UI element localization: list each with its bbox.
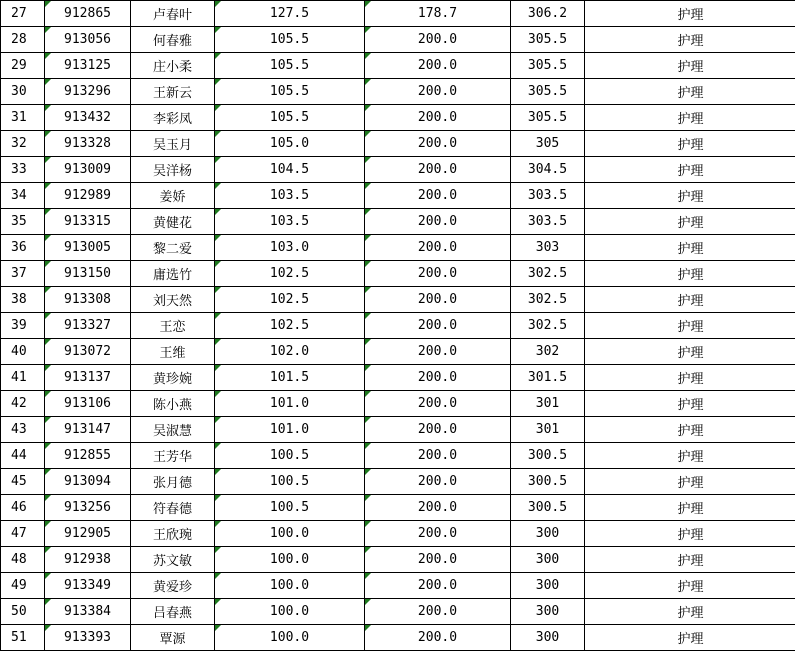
- cell-index[interactable]: 38: [1, 287, 45, 313]
- cell-name[interactable]: 何春雅: [131, 27, 215, 53]
- cell-score-1[interactable]: 100.0: [215, 547, 365, 573]
- cell-index[interactable]: 51: [1, 625, 45, 651]
- cell-exam-id[interactable]: 912865: [45, 1, 131, 27]
- cell-major[interactable]: 护理: [585, 131, 795, 157]
- cell-total[interactable]: 302.5: [511, 313, 585, 339]
- cell-index[interactable]: 50: [1, 599, 45, 625]
- cell-exam-id[interactable]: 912938: [45, 547, 131, 573]
- cell-exam-id[interactable]: 913005: [45, 235, 131, 261]
- cell-name[interactable]: 刘天然: [131, 287, 215, 313]
- cell-score-2[interactable]: 200.0: [365, 287, 511, 313]
- cell-total[interactable]: 300: [511, 573, 585, 599]
- cell-score-1[interactable]: 101.0: [215, 391, 365, 417]
- cell-name[interactable]: 覃源: [131, 625, 215, 651]
- cell-total[interactable]: 300: [511, 625, 585, 651]
- cell-index[interactable]: 35: [1, 209, 45, 235]
- cell-score-2[interactable]: 200.0: [365, 417, 511, 443]
- cell-name[interactable]: 王维: [131, 339, 215, 365]
- table-row: [1, 599, 795, 625]
- cell-score-2[interactable]: 200.0: [365, 365, 511, 391]
- cell-major[interactable]: 护理: [585, 573, 795, 599]
- cell-name[interactable]: 王恋: [131, 313, 215, 339]
- cell-name[interactable]: 李彩凤: [131, 105, 215, 131]
- cell-index[interactable]: 37: [1, 261, 45, 287]
- cell-name[interactable]: 吴洋杨: [131, 157, 215, 183]
- cell-major[interactable]: 护理: [585, 391, 795, 417]
- cell-index[interactable]: 44: [1, 443, 45, 469]
- cell-total[interactable]: 302.5: [511, 287, 585, 313]
- cell-name[interactable]: 王新云: [131, 79, 215, 105]
- cell-score-1[interactable]: 102.5: [215, 287, 365, 313]
- cell-score-1[interactable]: 103.5: [215, 209, 365, 235]
- cell-exam-id[interactable]: 913256: [45, 495, 131, 521]
- cell-index[interactable]: 41: [1, 365, 45, 391]
- cell-score-1[interactable]: 100.0: [215, 521, 365, 547]
- cell-total[interactable]: 303.5: [511, 209, 585, 235]
- cell-major[interactable]: 护理: [585, 443, 795, 469]
- cell-score-1[interactable]: 105.5: [215, 79, 365, 105]
- cell-exam-id[interactable]: 913056: [45, 27, 131, 53]
- cell-score-1[interactable]: 100.0: [215, 599, 365, 625]
- cell-score-2[interactable]: 200.0: [365, 105, 511, 131]
- cell-total[interactable]: 300: [511, 521, 585, 547]
- cell-total[interactable]: 304.5: [511, 157, 585, 183]
- cell-score-1[interactable]: 105.5: [215, 27, 365, 53]
- cell-score-2[interactable]: 200.0: [365, 625, 511, 651]
- table-row: [1, 183, 795, 209]
- cell-name[interactable]: 吴淑慧: [131, 417, 215, 443]
- cell-major[interactable]: 护理: [585, 183, 795, 209]
- cell-score-2[interactable]: 200.0: [365, 391, 511, 417]
- table-row: [1, 365, 795, 391]
- table-row: [1, 547, 795, 573]
- cell-index[interactable]: 31: [1, 105, 45, 131]
- cell-index[interactable]: 36: [1, 235, 45, 261]
- cell-major[interactable]: 护理: [585, 53, 795, 79]
- cell-name[interactable]: 黄爱珍: [131, 573, 215, 599]
- cell-score-1[interactable]: 100.5: [215, 469, 365, 495]
- cell-exam-id[interactable]: 912989: [45, 183, 131, 209]
- cell-major[interactable]: 护理: [585, 547, 795, 573]
- cell-exam-id[interactable]: 912905: [45, 521, 131, 547]
- table-row: [1, 79, 795, 105]
- table-row: [1, 443, 795, 469]
- table-body: [1, 1, 795, 651]
- table-row: [1, 261, 795, 287]
- cell-major[interactable]: 护理: [585, 599, 795, 625]
- cell-name[interactable]: 王欣琬: [131, 521, 215, 547]
- cell-total[interactable]: 300.5: [511, 443, 585, 469]
- cell-exam-id[interactable]: 913150: [45, 261, 131, 287]
- table-row: [1, 625, 795, 651]
- cell-score-2[interactable]: 200.0: [365, 495, 511, 521]
- cell-score-1[interactable]: 105.5: [215, 53, 365, 79]
- cell-index[interactable]: 47: [1, 521, 45, 547]
- cell-score-2[interactable]: 200.0: [365, 521, 511, 547]
- cell-index[interactable]: 34: [1, 183, 45, 209]
- cell-score-1[interactable]: 100.0: [215, 573, 365, 599]
- cell-score-2[interactable]: 200.0: [365, 547, 511, 573]
- table-row: [1, 287, 795, 313]
- cell-index[interactable]: 27: [1, 1, 45, 27]
- cell-major[interactable]: 护理: [585, 79, 795, 105]
- table-row: [1, 27, 795, 53]
- table-row: [1, 391, 795, 417]
- cell-score-2[interactable]: 200.0: [365, 469, 511, 495]
- cell-score-1[interactable]: 104.5: [215, 157, 365, 183]
- cell-exam-id[interactable]: 913349: [45, 573, 131, 599]
- cell-major[interactable]: 护理: [585, 261, 795, 287]
- cell-index[interactable]: 29: [1, 53, 45, 79]
- cell-exam-id[interactable]: 912855: [45, 443, 131, 469]
- cell-total[interactable]: 301: [511, 391, 585, 417]
- cell-name[interactable]: 苏文敏: [131, 547, 215, 573]
- cell-exam-id[interactable]: 913308: [45, 287, 131, 313]
- cell-exam-id[interactable]: 913009: [45, 157, 131, 183]
- cell-total[interactable]: 305.5: [511, 105, 585, 131]
- table-row: [1, 157, 795, 183]
- cell-major[interactable]: 护理: [585, 365, 795, 391]
- cell-score-1[interactable]: 105.5: [215, 105, 365, 131]
- cell-total[interactable]: 303.5: [511, 183, 585, 209]
- cell-exam-id[interactable]: 913094: [45, 469, 131, 495]
- table-row: [1, 209, 795, 235]
- cell-total[interactable]: 300.5: [511, 495, 585, 521]
- cell-major[interactable]: 护理: [585, 235, 795, 261]
- table-row: [1, 53, 795, 79]
- cell-major[interactable]: 护理: [585, 339, 795, 365]
- cell-score-2[interactable]: 200.0: [365, 79, 511, 105]
- cell-name[interactable]: 卢春叶: [131, 1, 215, 27]
- cell-major[interactable]: 护理: [585, 209, 795, 235]
- cell-exam-id[interactable]: 913137: [45, 365, 131, 391]
- cell-score-2[interactable]: 200.0: [365, 599, 511, 625]
- cell-score-2[interactable]: 200.0: [365, 313, 511, 339]
- cell-name[interactable]: 黎二爱: [131, 235, 215, 261]
- cell-major[interactable]: 护理: [585, 495, 795, 521]
- cell-name[interactable]: 张月德: [131, 469, 215, 495]
- cell-score-1[interactable]: 103.0: [215, 235, 365, 261]
- cell-name[interactable]: 王芳华: [131, 443, 215, 469]
- cell-exam-id[interactable]: 913384: [45, 599, 131, 625]
- cell-total[interactable]: 300: [511, 547, 585, 573]
- cell-major[interactable]: 护理: [585, 157, 795, 183]
- cell-total[interactable]: 300.5: [511, 469, 585, 495]
- cell-major[interactable]: 护理: [585, 521, 795, 547]
- table-row: [1, 573, 795, 599]
- cell-total[interactable]: 300: [511, 599, 585, 625]
- cell-total[interactable]: 305.5: [511, 27, 585, 53]
- cell-index[interactable]: 33: [1, 157, 45, 183]
- cell-score-2[interactable]: 200.0: [365, 235, 511, 261]
- cell-major[interactable]: 护理: [585, 417, 795, 443]
- cell-score-1[interactable]: 100.5: [215, 495, 365, 521]
- cell-exam-id[interactable]: 913147: [45, 417, 131, 443]
- cell-score-1[interactable]: 101.0: [215, 417, 365, 443]
- cell-score-1[interactable]: 105.0: [215, 131, 365, 157]
- cell-name[interactable]: 符春德: [131, 495, 215, 521]
- cell-total[interactable]: 301: [511, 417, 585, 443]
- cell-score-2[interactable]: 178.7: [365, 1, 511, 27]
- cell-name[interactable]: 吴玉月: [131, 131, 215, 157]
- cell-major[interactable]: 护理: [585, 313, 795, 339]
- cell-index[interactable]: 40: [1, 339, 45, 365]
- cell-major[interactable]: 护理: [585, 287, 795, 313]
- cell-index[interactable]: 49: [1, 573, 45, 599]
- cell-index[interactable]: 48: [1, 547, 45, 573]
- cell-score-1[interactable]: 102.0: [215, 339, 365, 365]
- cell-score-2[interactable]: 200.0: [365, 131, 511, 157]
- cell-score-2[interactable]: 200.0: [365, 209, 511, 235]
- cell-index[interactable]: 43: [1, 417, 45, 443]
- cell-score-1[interactable]: 127.5: [215, 1, 365, 27]
- cell-index[interactable]: 46: [1, 495, 45, 521]
- cell-score-2[interactable]: 200.0: [365, 53, 511, 79]
- table-row: [1, 521, 795, 547]
- cell-index[interactable]: 42: [1, 391, 45, 417]
- cell-exam-id[interactable]: 913072: [45, 339, 131, 365]
- cell-index[interactable]: 28: [1, 27, 45, 53]
- cell-index[interactable]: 45: [1, 469, 45, 495]
- cell-major[interactable]: 护理: [585, 1, 795, 27]
- cell-score-1[interactable]: 101.5: [215, 365, 365, 391]
- cell-exam-id[interactable]: 913296: [45, 79, 131, 105]
- cell-score-2[interactable]: 200.0: [365, 339, 511, 365]
- cell-name[interactable]: 姜娇: [131, 183, 215, 209]
- cell-exam-id[interactable]: 913432: [45, 105, 131, 131]
- cell-score-1[interactable]: 102.5: [215, 261, 365, 287]
- cell-name[interactable]: 庄小柔: [131, 53, 215, 79]
- cell-score-1[interactable]: 100.5: [215, 443, 365, 469]
- cell-name[interactable]: 吕春燕: [131, 599, 215, 625]
- cell-name[interactable]: 黄健花: [131, 209, 215, 235]
- cell-major[interactable]: 护理: [585, 469, 795, 495]
- cell-total[interactable]: 305.5: [511, 53, 585, 79]
- table-row: [1, 469, 795, 495]
- cell-exam-id[interactable]: 913106: [45, 391, 131, 417]
- cell-score-2[interactable]: 200.0: [365, 27, 511, 53]
- cell-index[interactable]: 32: [1, 131, 45, 157]
- table-row: [1, 313, 795, 339]
- cell-exam-id[interactable]: 913125: [45, 53, 131, 79]
- cell-total[interactable]: 302: [511, 339, 585, 365]
- table-row: [1, 495, 795, 521]
- cell-name[interactable]: 庸选竹: [131, 261, 215, 287]
- table-row: [1, 235, 795, 261]
- cell-major[interactable]: 护理: [585, 27, 795, 53]
- cell-major[interactable]: 护理: [585, 625, 795, 651]
- cell-score-2[interactable]: 200.0: [365, 261, 511, 287]
- cell-score-2[interactable]: 200.0: [365, 183, 511, 209]
- table-row: [1, 417, 795, 443]
- cell-name[interactable]: 黄珍婉: [131, 365, 215, 391]
- cell-name[interactable]: 陈小燕: [131, 391, 215, 417]
- cell-major[interactable]: 护理: [585, 105, 795, 131]
- cell-total[interactable]: 302.5: [511, 261, 585, 287]
- cell-total[interactable]: 305.5: [511, 79, 585, 105]
- table-row: [1, 339, 795, 365]
- cell-score-2[interactable]: 200.0: [365, 443, 511, 469]
- cell-total[interactable]: 305: [511, 131, 585, 157]
- cell-exam-id[interactable]: 913327: [45, 313, 131, 339]
- cell-score-1[interactable]: 102.5: [215, 313, 365, 339]
- cell-score-2[interactable]: 200.0: [365, 573, 511, 599]
- cell-exam-id[interactable]: 913328: [45, 131, 131, 157]
- cell-total[interactable]: 303: [511, 235, 585, 261]
- table-row: [1, 131, 795, 157]
- cell-total[interactable]: 301.5: [511, 365, 585, 391]
- table-row: [1, 1, 795, 27]
- table-row: [1, 105, 795, 131]
- cell-score-1[interactable]: 103.5: [215, 183, 365, 209]
- cell-score-2[interactable]: 200.0: [365, 157, 511, 183]
- cell-score-1[interactable]: 100.0: [215, 625, 365, 651]
- cell-exam-id[interactable]: 913315: [45, 209, 131, 235]
- cell-exam-id[interactable]: 913393: [45, 625, 131, 651]
- cell-index[interactable]: 30: [1, 79, 45, 105]
- cell-index[interactable]: 39: [1, 313, 45, 339]
- cell-total[interactable]: 306.2: [511, 1, 585, 27]
